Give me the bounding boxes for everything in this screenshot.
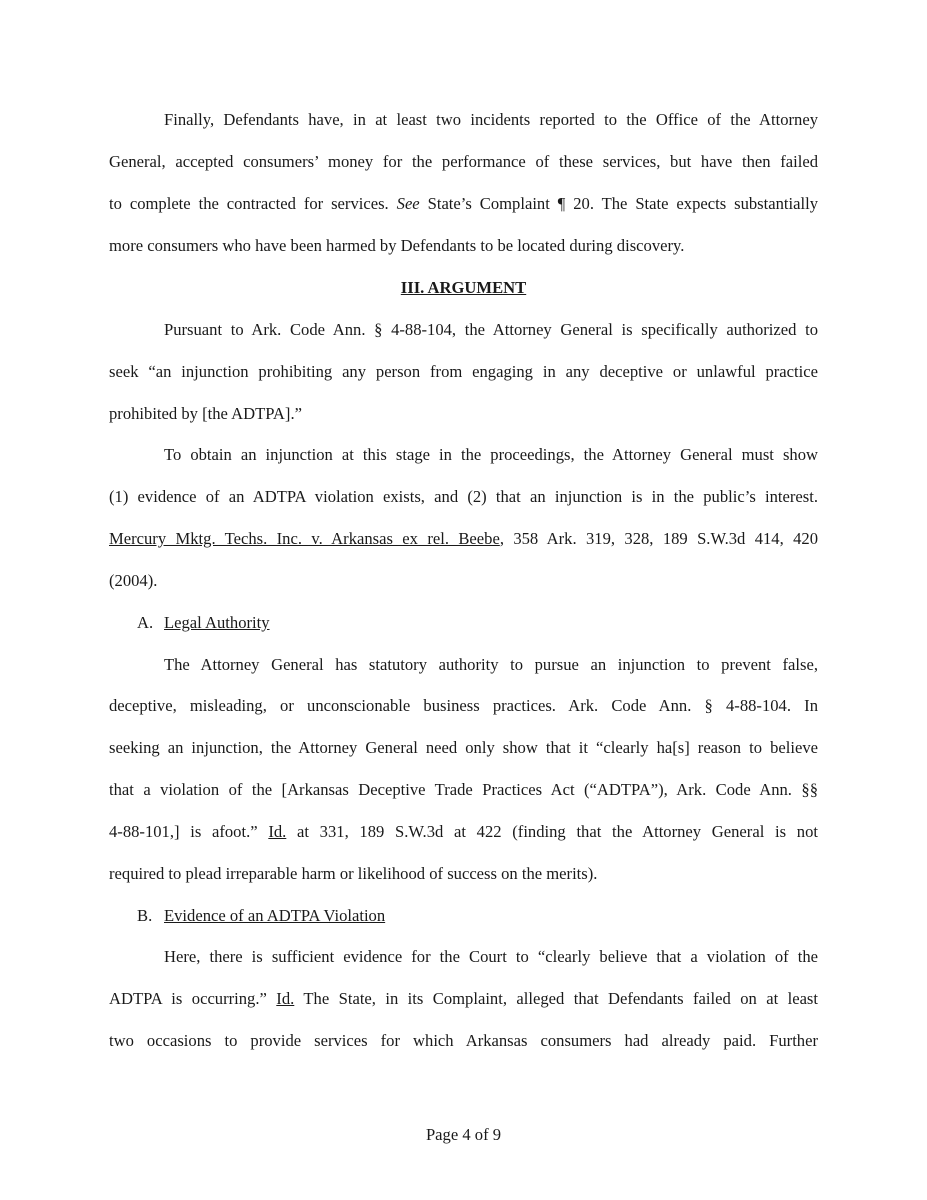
section-heading (0, 277, 927, 299)
text-span: 4-88-101,] is afoot.” (109, 822, 269, 841)
paragraph-pursuant-line-3: prohibited by [the ADTPA].” (109, 404, 302, 423)
citation-id: Id. (268, 822, 287, 841)
text-span: to complete the contracted for services. (109, 194, 389, 213)
section-heading-text: III. ARGUMENT (400, 278, 527, 297)
paragraph-authority-line-4: that a violation of the [Arkansas Deceptive Trade Practices Act (“ADTPA”), Ark. Code Ann. §§ (109, 780, 818, 799)
paragraph-finally-line-4: more consumers who have been harmed by Defendants to be located during discovery. (109, 236, 685, 255)
paragraph-obtain-line-1: To obtain an injunction at this stage in the proceedings, the Attorney General must show (164, 445, 818, 464)
paragraph-authority-line-2: deceptive, misleading, or unconscionable business practices. Ark. Code Ann. § 4-88-104. In (109, 696, 818, 715)
paragraph-evidence-line-3: two occasions to provide services for which Arkansas consumers had already paid. Further (109, 1031, 818, 1050)
paragraph-obtain-line-3 (109, 528, 818, 550)
subsection-a-label: A. (137, 613, 154, 632)
subsection-b-title: Evidence of an ADTPA Violation (164, 906, 386, 925)
paragraph-finally-line-1: Finally, Defendants have, in at least two incidents reported to the Office of the Attorney (164, 110, 818, 129)
paragraph-finally-line-3 (109, 193, 818, 215)
paragraph-evidence-line-2 (109, 988, 818, 1010)
paragraph-authority-line-5 (109, 821, 818, 843)
paragraph-authority-line-3: seeking an injunction, the Attorney General need only show that it “clearly ha[s] reason to believe (109, 738, 818, 757)
text-span: ADTPA is occurring.” (109, 989, 277, 1008)
paragraph-authority-line-6: required to plead irreparable harm or likelihood of success on the merits). (109, 864, 598, 883)
paragraph-evidence-line-1: Here, there is sufficient evidence for the Court to “clearly believe that a violation of the (164, 947, 818, 966)
text-span: , 358 Ark. 319, 328, 189 S.W.3d 414, 420 (499, 529, 818, 548)
paragraph-authority-line-1: The Attorney General has statutory authority to pursue an injunction to prevent false, (164, 655, 818, 674)
subsection-b-heading (137, 905, 385, 927)
subsection-a-title: Legal Authority (164, 613, 270, 632)
page-number: Page 4 of 9 (425, 1125, 502, 1144)
subsection-b-label: B. (137, 906, 153, 925)
paragraph-pursuant-line-1: Pursuant to Ark. Code Ann. § 4-88-104, the Attorney General is specifically authorized to (164, 320, 818, 339)
citation-id: Id. (276, 989, 295, 1008)
paragraph-finally-line-2: General, accepted consumers’ money for the performance of these services, but have then failed (109, 152, 818, 171)
paragraph-pursuant-line-2: seek “an injunction prohibiting any person from engaging in any deceptive or unlawful practice (109, 362, 818, 381)
subsection-a-heading (137, 612, 270, 634)
text-span: The State, in its Complaint, alleged that Defendants failed on at least (294, 989, 819, 1008)
text-span: at 331, 189 S.W.3d at 422 (finding that the Attorney General is not (286, 822, 818, 841)
signal-see: See (396, 194, 420, 213)
paragraph-obtain-line-4: (2004). (109, 571, 158, 590)
paragraph-obtain-line-2: (1) evidence of an ADTPA violation exists, and (2) that an injunction is in the public’s interest. (109, 487, 818, 506)
text-span: State’s Complaint ¶ 20. The State expects substantially (419, 194, 819, 213)
case-citation-mercury: Mercury Mktg. Techs. Inc. v. Arkansas ex rel. Beebe (109, 529, 500, 548)
